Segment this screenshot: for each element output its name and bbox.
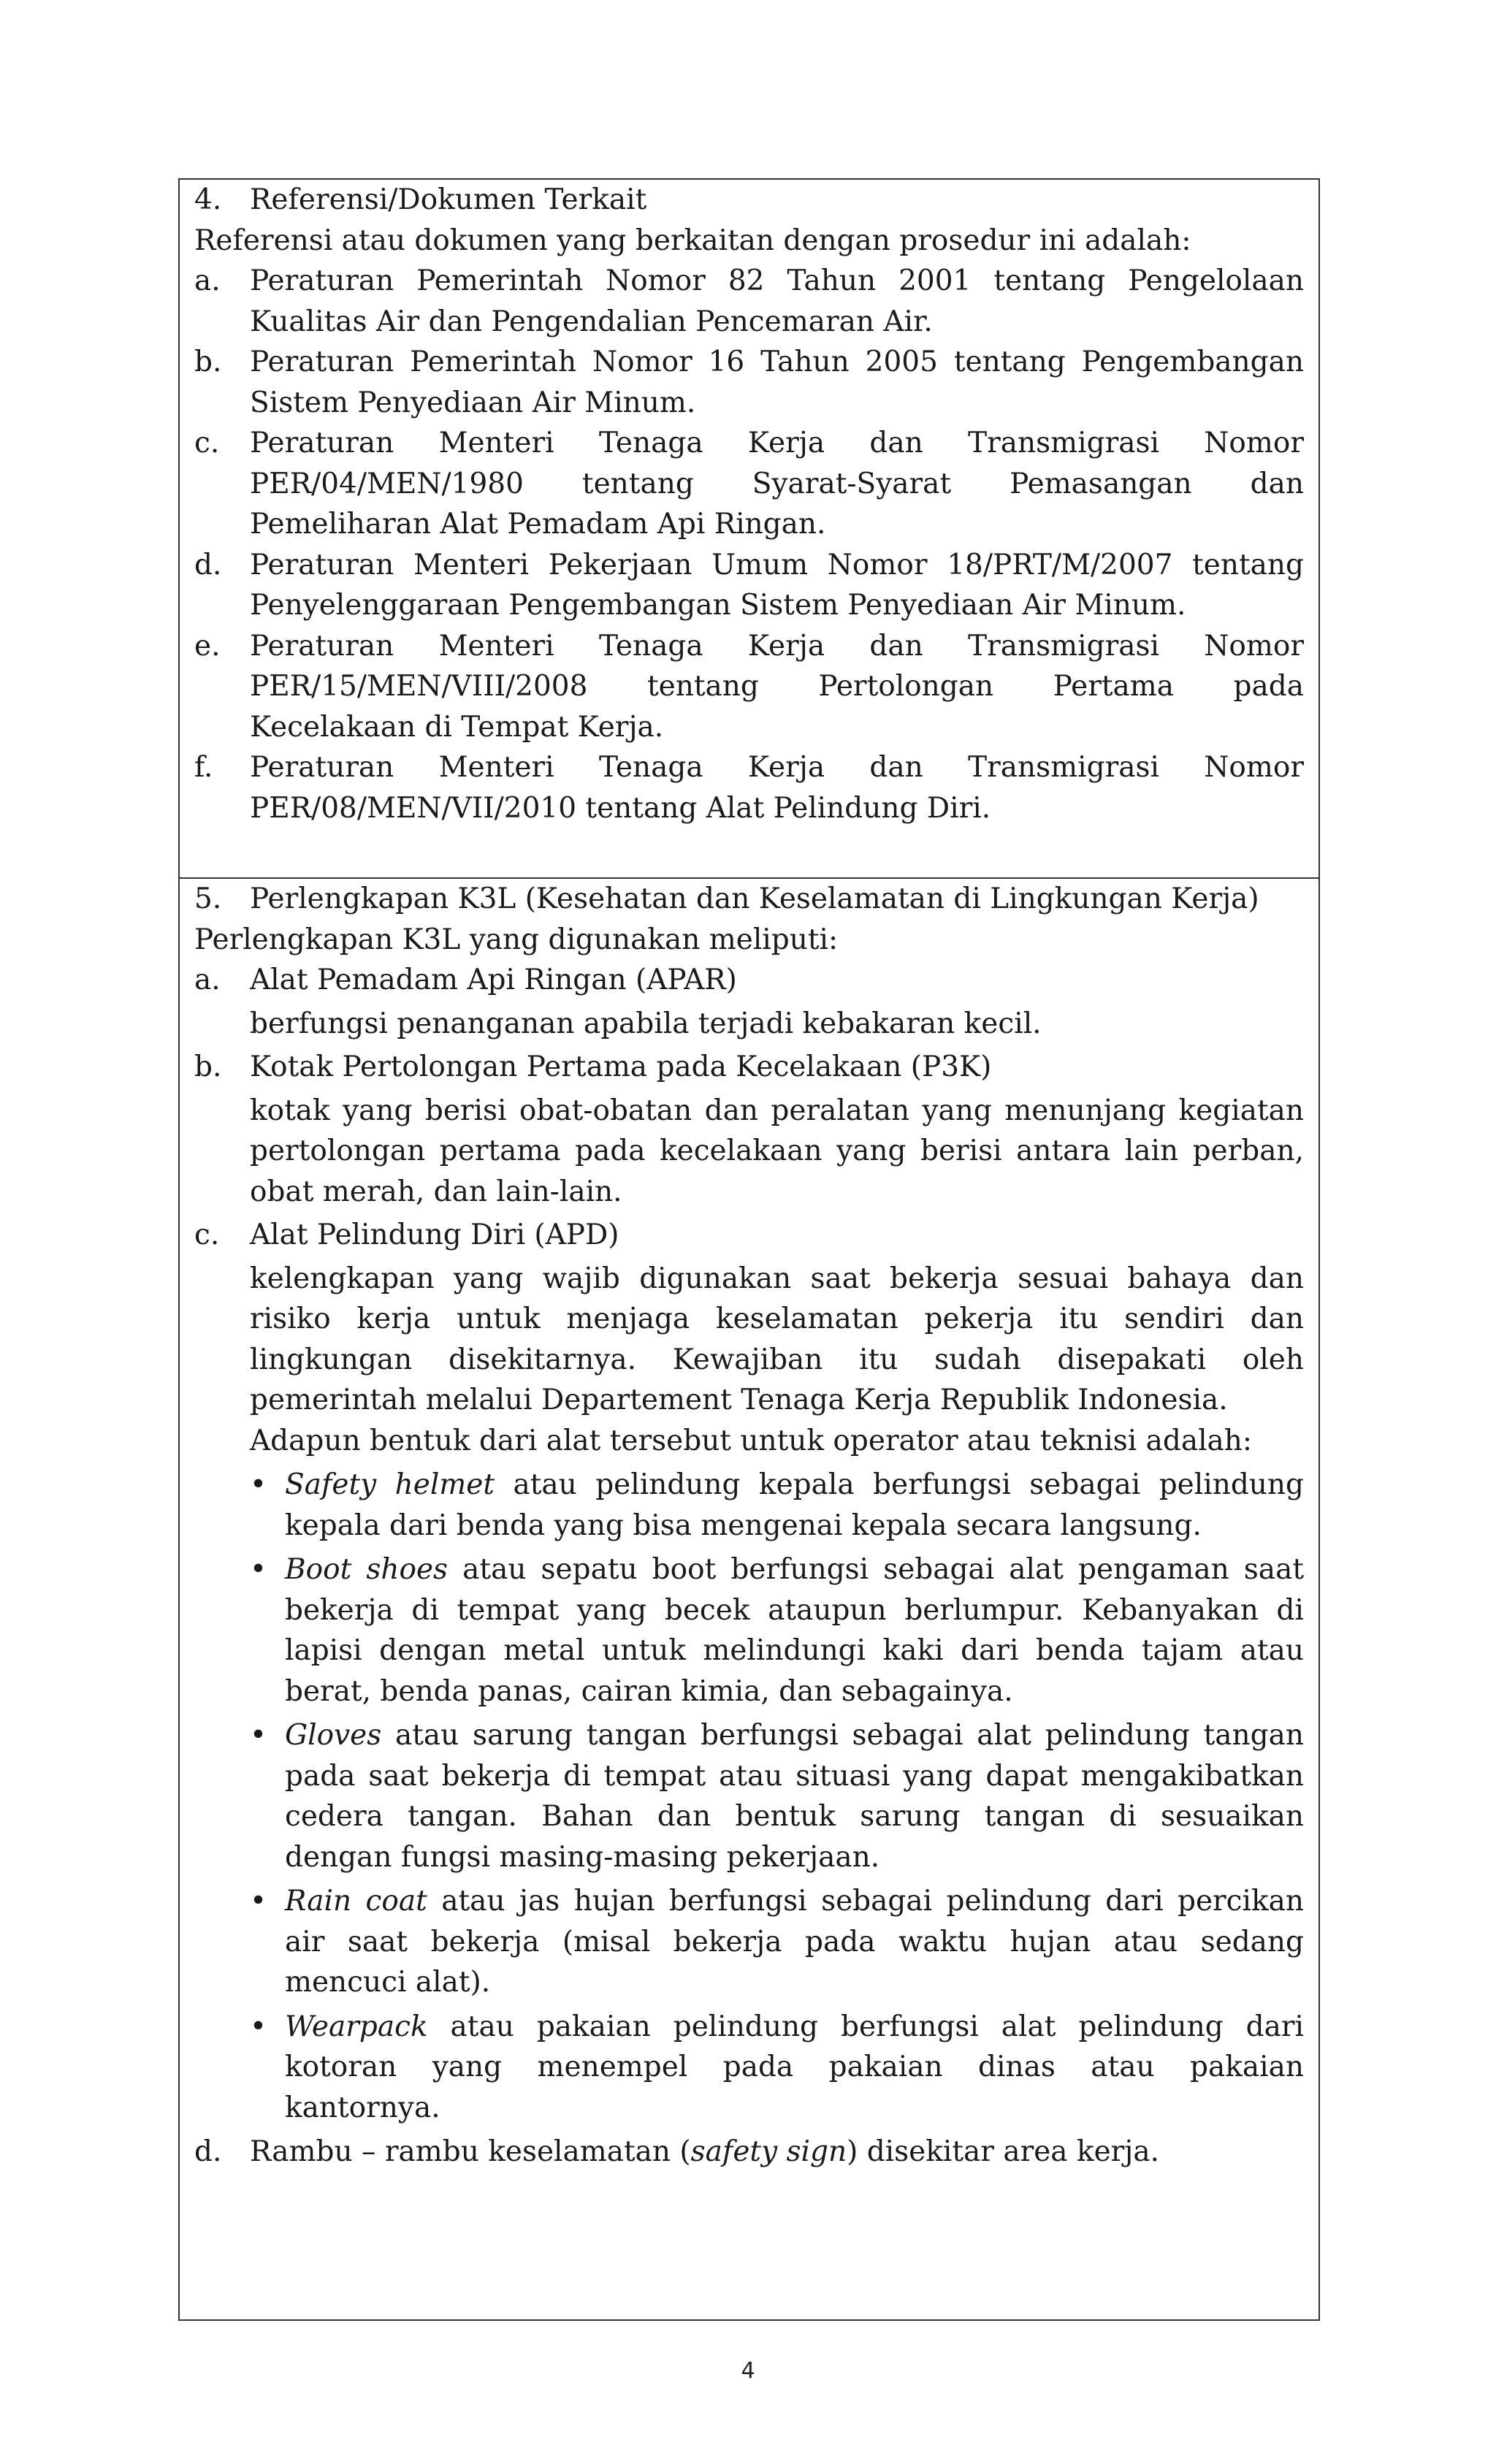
bullet-line: cedera tangan. Bahan dan bentuk sarung tangan di sesuaikan: [285, 1800, 1304, 1833]
desc-line: lingkungan disekitarnya. Kewajiban itu sudah disepakati oleh: [250, 1343, 1304, 1376]
bullet-term: Rain coat: [285, 1885, 427, 1918]
list-item: [194, 2132, 1304, 2173]
item-term: safety sign: [690, 2135, 847, 2168]
list-item: [194, 747, 1304, 828]
list-marker: a.: [194, 264, 221, 297]
item-text: ) disekitar area kerja.: [847, 2135, 1160, 2168]
list-line: Sistem Penyediaan Air Minum.: [250, 386, 696, 419]
list-line: PER/08/MEN/VII/2010 tentang Alat Pelindung Diri.: [250, 791, 991, 825]
bullet-line: pada saat bekerja di tempat atau situasi yang dapat mengakibatkan: [285, 1759, 1304, 1793]
section-heading: [194, 879, 1304, 920]
item-description: berfungsi penanganan apabila terjadi kebakaran kecil.: [250, 1007, 1042, 1040]
list-marker: f.: [194, 751, 213, 784]
bullet-line: kantornya.: [285, 2091, 440, 2124]
bullet-line: atau pakaian pelindung berfungsi alat pelindung dari: [427, 2010, 1304, 2043]
list-marker: c.: [194, 1218, 220, 1251]
list-line: PER/04/MEN/1980 tentang Syarat-Syarat Pemasangan dan: [250, 467, 1304, 500]
list-item: [194, 1047, 1304, 1088]
list-item: [194, 1215, 1304, 1256]
item-text: Rambu – rambu keselamatan (: [250, 2135, 691, 2168]
list-item: [194, 342, 1304, 423]
bullet-item: [250, 1715, 1304, 1877]
bullet-icon: •: [250, 2010, 267, 2043]
bullet-line: kotoran yang menempel pada pakaian dinas atau pakaian: [285, 2051, 1304, 2083]
bullet-line: atau sepatu boot berfungsi sebagai alat pengaman saat: [448, 1553, 1304, 1586]
section-number: 4.: [194, 183, 222, 216]
bullet-line: atau pelindung kepala berfungsi sebagai pelindung: [495, 1468, 1304, 1501]
bullet-item: [250, 1549, 1304, 1712]
list-line: Penyelenggaraan Pengembangan Sistem Penyediaan Air Minum.: [250, 589, 1186, 622]
bullet-item: [250, 2007, 1304, 2129]
item-description: [250, 1091, 1304, 1213]
list-marker: d.: [194, 548, 222, 581]
list-item: [194, 261, 1304, 342]
list-item: [194, 545, 1304, 626]
bullet-line: dengan fungsi masing-masing pekerjaan.: [285, 1840, 880, 1874]
list-marker: b.: [194, 346, 222, 378]
section-intro: Perlengkapan K3L yang digunakan meliputi:: [194, 923, 839, 956]
list-line: Kualitas Air dan Pengendalian Pencemaran Air.: [250, 305, 933, 338]
bullet-line: atau sarung tangan berfungsi sebagai alat pelindung tangan: [381, 1719, 1304, 1752]
bullet-line: berat, benda panas, cairan kimia, dan sebagainya.: [285, 1674, 1013, 1708]
list-line: Peraturan Pemerintah Nomor 16 Tahun 2005 tentang Pengembangan: [250, 346, 1304, 378]
bullet-item: [250, 1465, 1304, 1546]
bullet-line: bekerja di tempat yang becek ataupun berlumpur. Kebanyakan di: [285, 1593, 1304, 1627]
list-line: PER/15/MEN/VIII/2008 tentang Pertolongan Pertama pada: [250, 670, 1304, 703]
section-references: [180, 180, 1318, 877]
bullet-icon: •: [250, 1719, 267, 1752]
desc-line: kotak yang berisi obat-obatan dan peralatan yang menunjang kegiatan: [250, 1094, 1304, 1127]
bullet-term: Wearpack: [285, 2010, 428, 2043]
list-marker: b.: [194, 1050, 222, 1083]
list-marker: a.: [194, 964, 221, 996]
bullet-line: air saat bekerja (misal bekerja pada waktu hujan atau sedang: [285, 1925, 1304, 1958]
section-k3l-equipment: [180, 877, 1318, 2319]
list-item: [194, 626, 1304, 748]
list-marker: d.: [194, 2135, 222, 2168]
bullet-line: mencuci alat).: [285, 1966, 491, 1999]
list-item: [194, 423, 1304, 545]
apd-bullet-list: [250, 1465, 1304, 2128]
list-line: Pemeliharan Alat Pemadam Api Ringan.: [250, 508, 826, 541]
item-description: [250, 1259, 1304, 1462]
list-marker: c.: [194, 427, 220, 459]
page-number: 4: [741, 2358, 755, 2384]
item-title: Kotak Pertolongan Pertama pada Kecelakaan (P3K): [250, 1050, 992, 1083]
desc-line: pertolongan pertama pada kecelakaan yang berisi antara lain perban,: [250, 1134, 1304, 1167]
item-title: Alat Pemadam Api Ringan (APAR): [250, 964, 737, 996]
desc-line: obat merah, dan lain-lain.: [250, 1175, 622, 1208]
bullet-term: Gloves: [285, 1719, 382, 1752]
section-heading: [194, 180, 1304, 221]
bullet-line: lapisi dengan metal untuk melindungi kaki dari benda tajam atau: [285, 1634, 1304, 1667]
bullet-line: atau jas hujan berfungsi sebagai pelindung dari percikan: [427, 1885, 1304, 1918]
desc-line: pemerintah melalui Departement Tenaga Kerja Republik Indonesia.: [250, 1384, 1228, 1416]
desc-line: risiko kerja untuk menjaga keselamatan pekerja itu sendiri dan: [250, 1302, 1304, 1335]
desc-line: Adapun bentuk dari alat tersebut untuk operator atau teknisi adalah:: [250, 1424, 1253, 1457]
list-line: Peraturan Menteri Tenaga Kerja dan Transmigrasi Nomor: [250, 427, 1304, 459]
bullet-icon: •: [250, 1468, 267, 1501]
bullet-icon: •: [250, 1553, 267, 1586]
item-title: Alat Pelindung Diri (APD): [250, 1218, 619, 1251]
list-marker: e.: [194, 629, 221, 663]
section-number: 5.: [194, 882, 222, 915]
bullet-term: Boot shoes: [285, 1553, 449, 1586]
bullet-item: [250, 1881, 1304, 2003]
list-line: Peraturan Menteri Tenaga Kerja dan Transmigrasi Nomor: [250, 751, 1304, 784]
list-line: Peraturan Menteri Pekerjaan Umum Nomor 18/PRT/M/2007 tentang: [250, 548, 1304, 581]
content-table: [178, 178, 1320, 2321]
section-intro: Referensi atau dokumen yang berkaitan dengan prosedur ini adalah:: [194, 224, 1191, 257]
bullet-term: Safety helmet: [285, 1468, 495, 1501]
list-line: Kecelakaan di Tempat Kerja.: [250, 710, 664, 744]
section-title: Perlengkapan K3L (Kesehatan dan Keselamatan di Lingkungan Kerja): [250, 882, 1259, 915]
desc-line: kelengkapan yang wajib digunakan saat bekerja sesuai bahaya dan: [250, 1262, 1304, 1295]
bullet-icon: •: [250, 1885, 267, 1918]
list-line: Peraturan Menteri Tenaga Kerja dan Transmigrasi Nomor: [250, 629, 1304, 663]
bullet-line: kepala dari benda yang bisa mengenai kepala secara langsung.: [285, 1508, 1202, 1542]
section-title: Referensi/Dokumen Terkait: [250, 183, 647, 216]
list-line: Peraturan Pemerintah Nomor 82 Tahun 2001 tentang Pengelolaan: [250, 264, 1304, 297]
list-item: [194, 960, 1304, 1001]
